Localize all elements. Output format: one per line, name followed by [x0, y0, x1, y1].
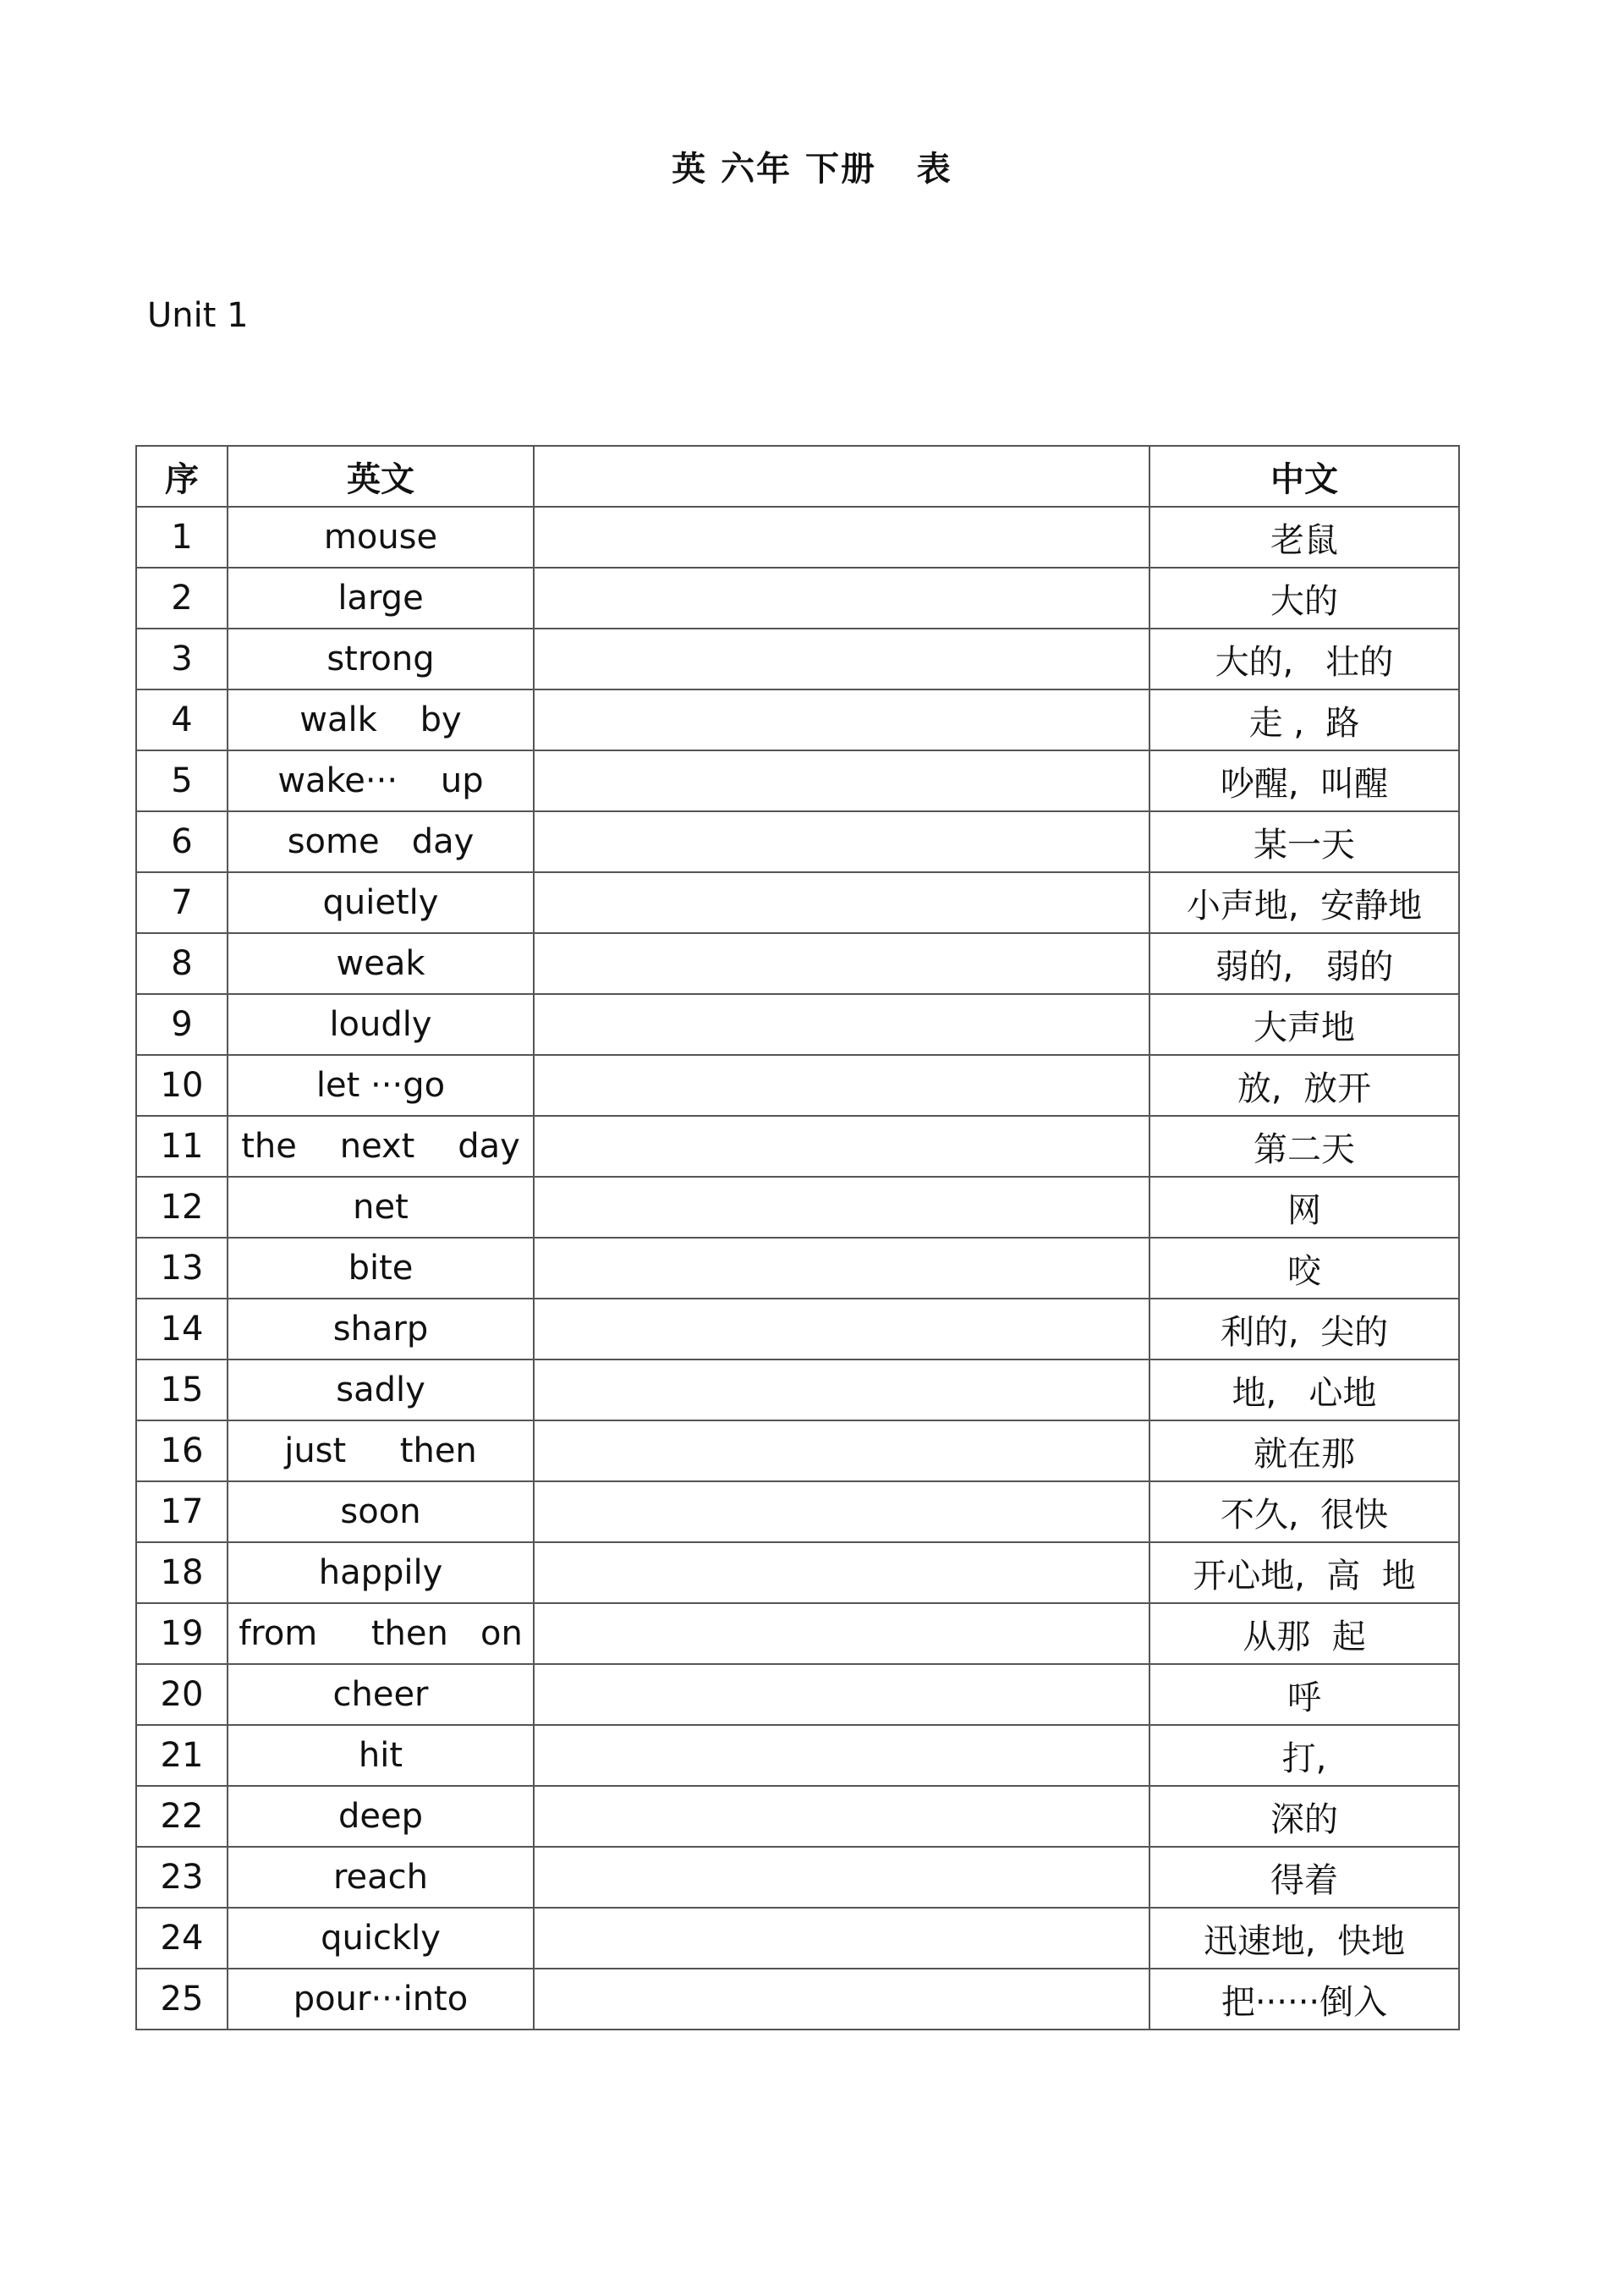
row-number: 2 [136, 568, 228, 629]
table-row [136, 1116, 1459, 1177]
blank-cell [534, 1177, 1149, 1238]
row-number: 3 [136, 629, 228, 689]
vocabulary-table [135, 445, 1460, 2030]
english-word: some day [228, 811, 534, 872]
row-number: 4 [136, 689, 228, 750]
blank-cell [534, 1542, 1149, 1603]
chinese-meaning: 迅速地, 快地 [1149, 1908, 1459, 1969]
table-row [136, 1908, 1459, 1969]
english-word: wake··· up [228, 750, 534, 811]
row-number: 22 [136, 1786, 228, 1847]
table-body [136, 507, 1459, 2030]
table-row [136, 629, 1459, 689]
table-header-row [136, 446, 1459, 507]
chinese-meaning: 深的 [1149, 1786, 1459, 1847]
english-word: deep [228, 1786, 534, 1847]
english-word: pour···into [228, 1969, 534, 2030]
table-row [136, 1847, 1459, 1908]
table-row [136, 1299, 1459, 1359]
table-row [136, 1420, 1459, 1481]
english-word: mouse [228, 507, 534, 568]
blank-cell [534, 1908, 1149, 1969]
chinese-meaning: 从那 起 [1149, 1603, 1459, 1664]
chinese-meaning: 某一天 [1149, 811, 1459, 872]
blank-cell [534, 1786, 1149, 1847]
row-number: 15 [136, 1359, 228, 1420]
document-title: 英 六年 下册 表 [672, 150, 952, 189]
table-row [136, 1238, 1459, 1299]
table-row [136, 994, 1459, 1055]
row-number: 18 [136, 1542, 228, 1603]
row-number: 11 [136, 1116, 228, 1177]
blank-cell [534, 933, 1149, 994]
english-word: happily [228, 1542, 534, 1603]
english-word: sadly [228, 1359, 534, 1420]
english-word: loudly [228, 994, 534, 1055]
table-row [136, 872, 1459, 933]
header-number: 序 [136, 446, 228, 507]
blank-cell [534, 1359, 1149, 1420]
header-blank [534, 446, 1149, 507]
english-word: quickly [228, 1908, 534, 1969]
blank-cell [534, 689, 1149, 750]
chinese-meaning: 把······倒入 [1149, 1969, 1459, 2030]
blank-cell [534, 568, 1149, 629]
table-row [136, 1055, 1459, 1116]
blank-cell [534, 1116, 1149, 1177]
table-row [136, 933, 1459, 994]
chinese-meaning: 得着 [1149, 1847, 1459, 1908]
row-number: 17 [136, 1481, 228, 1542]
blank-cell [534, 629, 1149, 689]
table-row [136, 568, 1459, 629]
blank-cell [534, 1299, 1149, 1359]
chinese-meaning: 老鼠 [1149, 507, 1459, 568]
blank-cell [534, 750, 1149, 811]
english-word: large [228, 568, 534, 629]
table-row [136, 1664, 1459, 1725]
chinese-meaning: 呼 [1149, 1664, 1459, 1725]
table-row [136, 750, 1459, 811]
blank-cell [534, 1969, 1149, 2030]
row-number: 16 [136, 1420, 228, 1481]
header-english: 英文 [228, 446, 534, 507]
row-number: 14 [136, 1299, 228, 1359]
blank-cell [534, 811, 1149, 872]
chinese-meaning: 利的, 尖的 [1149, 1299, 1459, 1359]
blank-cell [534, 1725, 1149, 1786]
unit-heading: Unit 1 [147, 296, 249, 335]
english-word: the next day [228, 1116, 534, 1177]
english-word: net [228, 1177, 534, 1238]
english-word: from then on [228, 1603, 534, 1664]
chinese-meaning: 弱的, 弱的 [1149, 933, 1459, 994]
blank-cell [534, 1420, 1149, 1481]
chinese-meaning: 开心地, 高 地 [1149, 1542, 1459, 1603]
header-chinese: 中文 [1149, 446, 1459, 507]
english-word: hit [228, 1725, 534, 1786]
blank-cell [534, 1481, 1149, 1542]
english-word: let ···go [228, 1055, 534, 1116]
chinese-meaning: 放, 放开 [1149, 1055, 1459, 1116]
chinese-meaning: 大的, 壮的 [1149, 629, 1459, 689]
row-number: 25 [136, 1969, 228, 2030]
english-word: bite [228, 1238, 534, 1299]
row-number: 20 [136, 1664, 228, 1725]
row-number: 19 [136, 1603, 228, 1664]
english-word: quietly [228, 872, 534, 933]
english-word: sharp [228, 1299, 534, 1359]
chinese-meaning: 咬 [1149, 1238, 1459, 1299]
row-number: 13 [136, 1238, 228, 1299]
blank-cell [534, 1055, 1149, 1116]
table-row [136, 689, 1459, 750]
english-word: soon [228, 1481, 534, 1542]
row-number: 24 [136, 1908, 228, 1969]
chinese-meaning: 打, [1149, 1725, 1459, 1786]
english-word: reach [228, 1847, 534, 1908]
table-row [136, 1542, 1459, 1603]
row-number: 9 [136, 994, 228, 1055]
blank-cell [534, 1847, 1149, 1908]
chinese-meaning: 网 [1149, 1177, 1459, 1238]
english-word: just then [228, 1420, 534, 1481]
row-number: 8 [136, 933, 228, 994]
row-number: 23 [136, 1847, 228, 1908]
row-number: 5 [136, 750, 228, 811]
chinese-meaning: 走 , 路 [1149, 689, 1459, 750]
table-row [136, 507, 1459, 568]
english-word: weak [228, 933, 534, 994]
table-row [136, 1725, 1459, 1786]
table-row [136, 1359, 1459, 1420]
chinese-meaning: 不久, 很快 [1149, 1481, 1459, 1542]
blank-cell [534, 1664, 1149, 1725]
english-word: strong [228, 629, 534, 689]
blank-cell [534, 872, 1149, 933]
row-number: 7 [136, 872, 228, 933]
blank-cell [534, 1603, 1149, 1664]
chinese-meaning: 地, 心地 [1149, 1359, 1459, 1420]
row-number: 1 [136, 507, 228, 568]
english-word: walk by [228, 689, 534, 750]
chinese-meaning: 第二天 [1149, 1116, 1459, 1177]
table-row [136, 1969, 1459, 2030]
row-number: 12 [136, 1177, 228, 1238]
chinese-meaning: 小声地, 安静地 [1149, 872, 1459, 933]
row-number: 21 [136, 1725, 228, 1786]
table-row [136, 1481, 1459, 1542]
row-number: 6 [136, 811, 228, 872]
chinese-meaning: 大声地 [1149, 994, 1459, 1055]
table-row [136, 811, 1459, 872]
chinese-meaning: 吵醒, 叫醒 [1149, 750, 1459, 811]
blank-cell [534, 994, 1149, 1055]
row-number: 10 [136, 1055, 228, 1116]
table-row [136, 1177, 1459, 1238]
chinese-meaning: 就在那 [1149, 1420, 1459, 1481]
blank-cell [534, 507, 1149, 568]
blank-cell [534, 1238, 1149, 1299]
chinese-meaning: 大的 [1149, 568, 1459, 629]
table-row [136, 1603, 1459, 1664]
english-word: cheer [228, 1664, 534, 1725]
table-row [136, 1786, 1459, 1847]
